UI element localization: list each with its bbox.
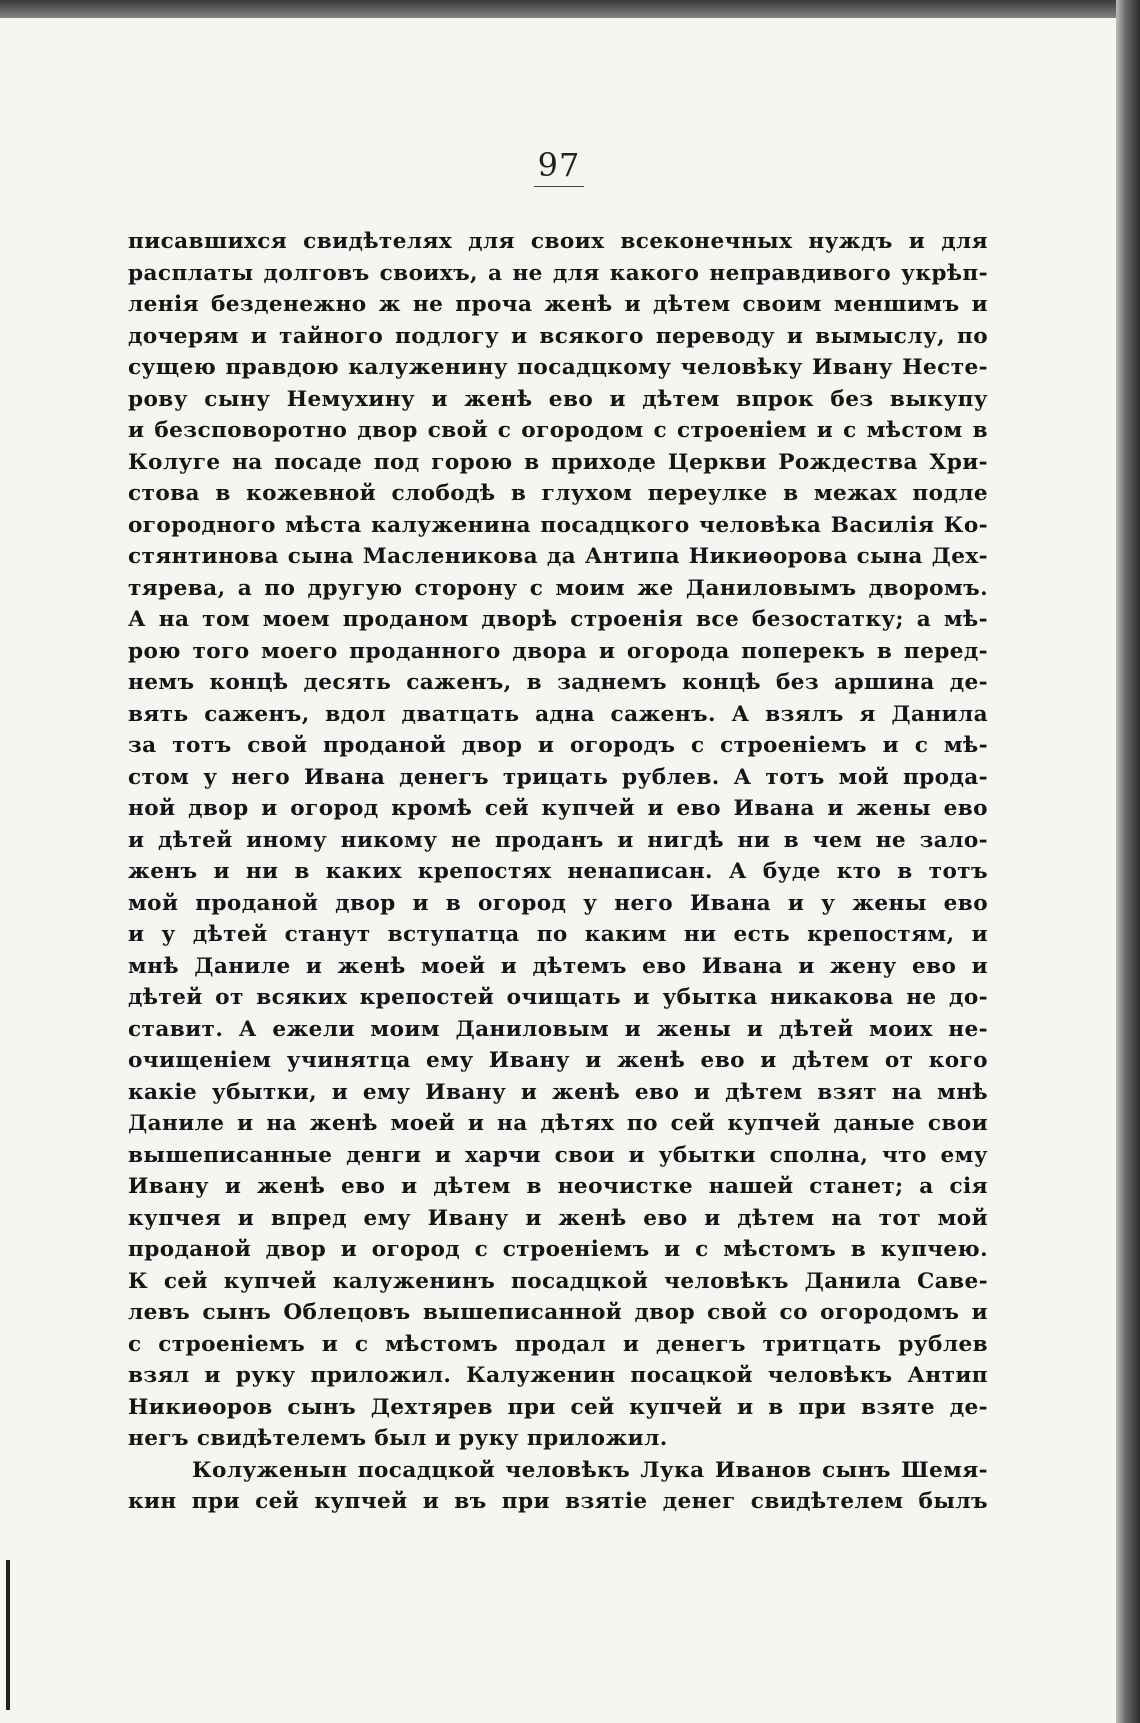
text-line: Никиѳоров сынъ Дехтярев при сей купчей и в при взяте де-: [128, 1394, 988, 1420]
text-line: тярева, а по другую сторону с моим же Даниловымъ дворомъ.: [128, 575, 988, 601]
text-line: женъ и ни в каких крепостях ненаписан. А буде кто в тотъ: [128, 859, 988, 884]
text-line: за тотъ свой проданой двор и огородъ с строеніемъ и с мѣ-: [128, 733, 988, 758]
text-line: ленія безденежно ж не проча женѣ и дѣтем своим меншимъ и: [128, 292, 988, 317]
text-line: Даниле и на женѣ моей и на дѣтях по сей купчей даные свои: [128, 1111, 988, 1136]
text-line: дѣтей от всяких крепостей очищать и убытка никакова не до-: [128, 985, 988, 1010]
text-line: проданой двор и огород с строеніемъ и с мѣстомъ в купчею.: [128, 1237, 988, 1262]
book-page: [0, 18, 1118, 1723]
text-line: какіе убытки, и ему Ивану и женѣ ево и дѣтем взят на мнѣ: [128, 1079, 988, 1105]
text-line: рову сыну Немухину и женѣ ево и дѣтем впрок без выкупу: [128, 386, 988, 412]
text-line: сущею правдою калуженину посадцкому человѣку Ивану Несте-: [128, 355, 988, 380]
text-line: и у дѣтей станут вступатца по каким ни есть крепостям, и: [128, 922, 988, 947]
text-line: стянтинова сына Масленикова да Антипа Никиѳорова сына Дех-: [128, 544, 988, 569]
text-line: вышеписанные денги и харчи свои и убытки сполна, что ему: [128, 1142, 988, 1168]
text-line: Ивану и женѣ ево и дѣтем в неочистке нашей станет; а сія: [128, 1174, 988, 1199]
text-line: стом у него Ивана денегъ трицать рублев. А тотъ мой прода-: [128, 764, 988, 790]
text-line: и дѣтей иному никому не проданъ и нигдѣ ни в чем не зало-: [128, 827, 988, 853]
text-line: К сей купчей калуженинъ посадцкой человѣкъ Данила Саве-: [128, 1268, 988, 1294]
text-line: мнѣ Даниле и женѣ моей и дѣтемъ ево Ивана и жену ево и: [128, 953, 988, 979]
text-line: Колуженын посадцкой человѣкъ Лука Иванов сынъ Шемя-: [192, 1457, 988, 1483]
text-line: ной двор и огород кромѣ сей купчей и ево Ивана и жены ево: [128, 796, 988, 821]
text-line: А на том моем проданом дворѣ строенія все безостатку; а мѣ-: [128, 607, 988, 632]
body-text: [128, 226, 988, 1518]
text-line: дочерям и тайного подлогу и всякого переводу и вымыслу, по: [128, 323, 988, 349]
text-line: расплаты долговъ своихъ, а не для какого неправдивого укрѣп-: [128, 260, 988, 286]
text-line: взял и руку приложил. Калуженин посацкой человѣкъ Антип: [128, 1363, 988, 1388]
text-line: огородного мѣста калуженина посадцкого человѣка Василія Ко-: [128, 512, 988, 538]
page-number-text: 97: [534, 146, 585, 187]
text-line: негъ свидѣтелемъ был и руку приложил.: [128, 1426, 668, 1451]
text-line: кин при сей купчей и въ при взятіе денег свидѣтелем былъ: [128, 1489, 988, 1514]
text-line: Колуге на посаде под горою в приходе Церкви Рождества Хри-: [128, 449, 988, 475]
text-line: немъ концѣ десять саженъ, в заднемъ концѣ без аршина де-: [128, 670, 988, 695]
text-line: стова в кожевной слободѣ в глухом переулке в межах подле: [128, 481, 988, 506]
text-line: и безсповоротно двор свой с огородом с строеніем и с мѣстом в: [128, 418, 988, 443]
text-line: ставит. А ежели моим Даниловым и жены и дѣтей моих не-: [128, 1016, 988, 1042]
text-line: вять саженъ, вдол дватцать адна саженъ. А взялъ я Данила: [128, 701, 988, 727]
text-line: рою того моего проданного двора и огорода поперекъ в перед-: [128, 638, 988, 664]
text-line: левъ сынъ Облецовъ вышеписанной двор свой со огородомъ и: [128, 1300, 988, 1325]
text-line: мой проданой двор и в огород у него Ивана и у жены ево: [128, 890, 988, 916]
text-line: с строеніемъ и с мѣстомъ продал и денегъ тритцать рублев: [128, 1331, 988, 1357]
text-line: писавшихся свидѣтелях для своих всеконечных нуждъ и для: [128, 229, 988, 254]
binding-edge-mark: [6, 1560, 10, 1710]
text-line: очищеніем учинятца ему Ивану и женѣ ево и дѣтем от кого: [128, 1048, 988, 1073]
scan-shadow-right: [1116, 0, 1140, 1723]
text-line: купчея и впред ему Ивану и женѣ ево и дѣтем на тот мой: [128, 1205, 988, 1231]
page-number: [0, 146, 1118, 187]
